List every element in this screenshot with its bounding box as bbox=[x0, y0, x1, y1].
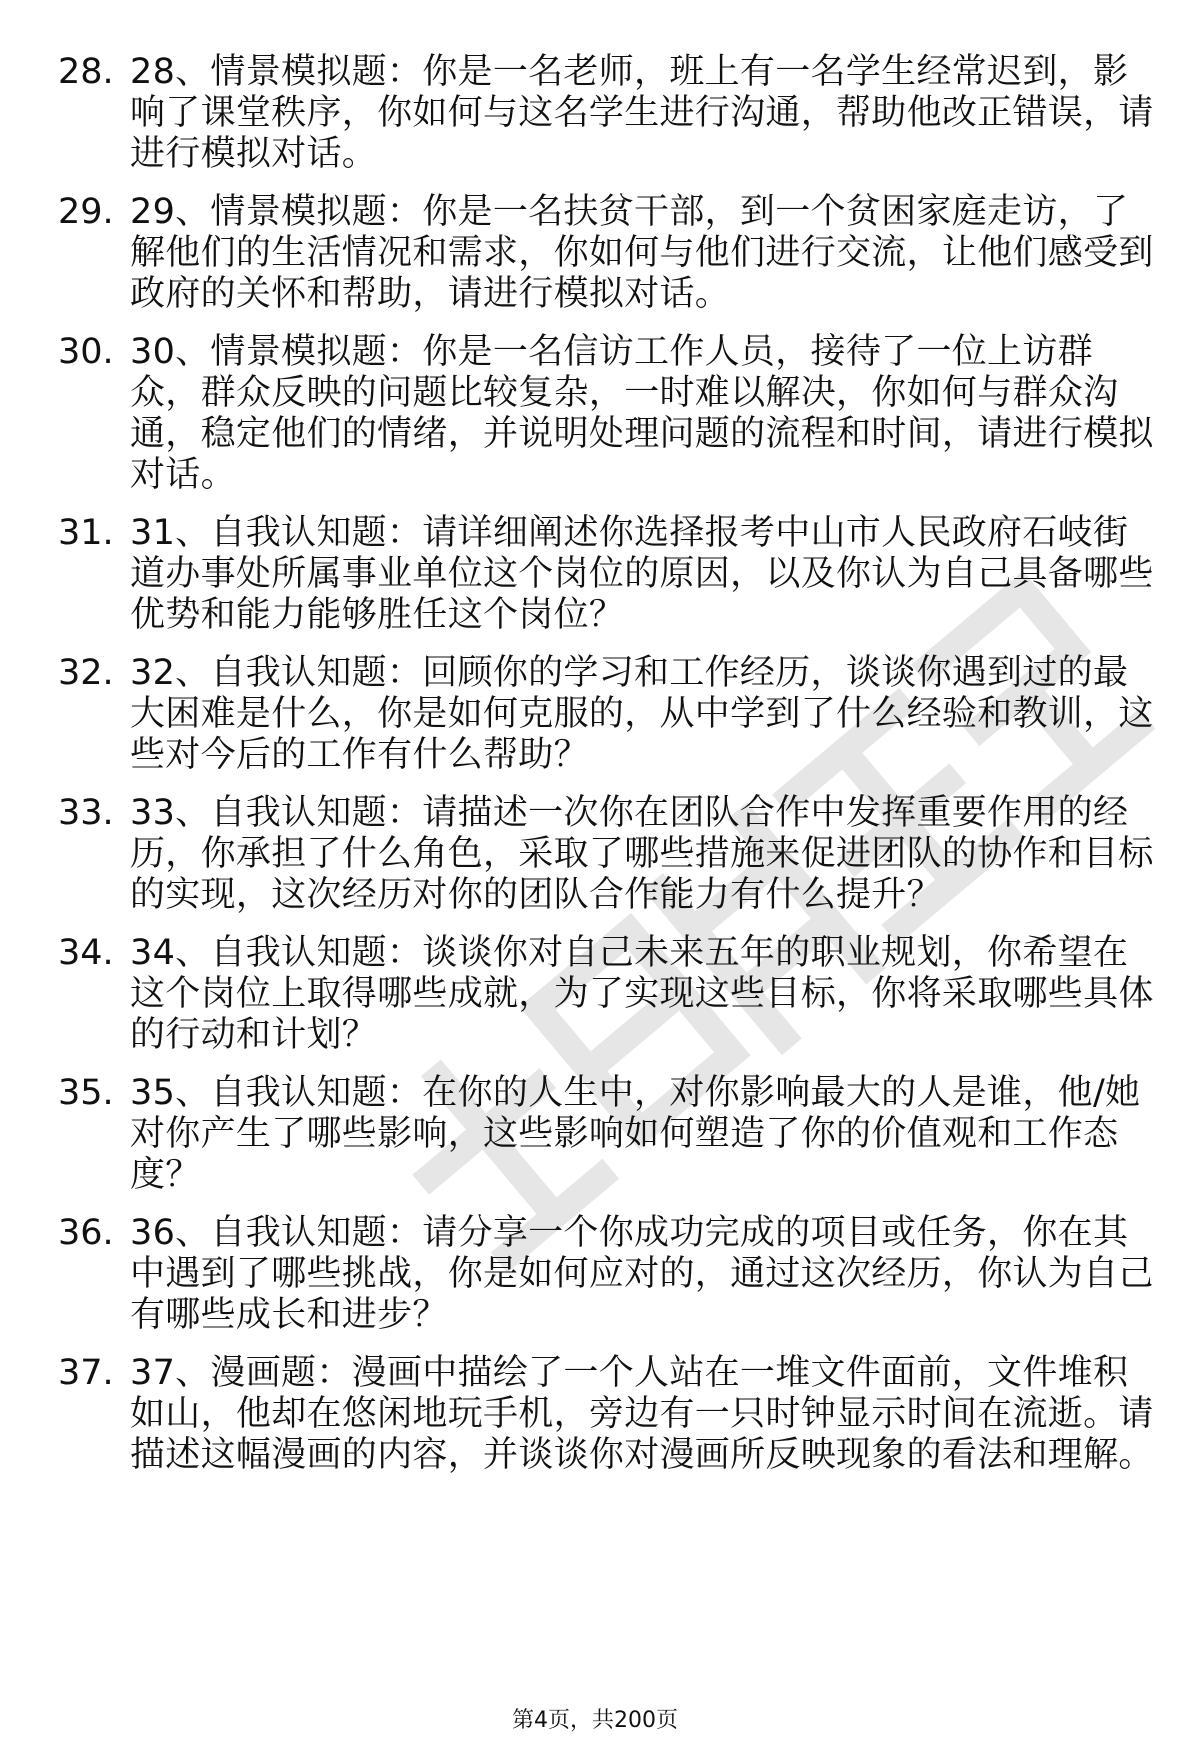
question-number: 33. bbox=[58, 793, 114, 833]
question-text: 29、情景模拟题：你是一名扶贫干部，到一个贫困家庭走访，了解他们的生活情况和需求，你如何与他们进行交流，让他们感受到政府的关怀和帮助，请进行模拟对话。 bbox=[130, 192, 1154, 314]
question-text: 35、自我认知题：在你的人生中，对你影响最大的人是谁，他/她对你产生了哪些影响，这些影响如何塑造了你的价值观和工作态度？ bbox=[130, 1073, 1141, 1195]
list-item bbox=[58, 332, 1158, 496]
question-number: 29. bbox=[58, 192, 114, 232]
list-item bbox=[58, 513, 1158, 636]
question-number: 31. bbox=[58, 513, 114, 553]
list-item bbox=[58, 793, 1158, 916]
question-number: 37. bbox=[58, 1353, 114, 1393]
page-footer: 第4页，共200页 bbox=[512, 1708, 678, 1733]
question-number: 32. bbox=[58, 653, 114, 693]
question-text: 28、情景模拟题：你是一名老师，班上有一名学生经常迟到，影响了课堂秩序，你如何与这名学生进行沟通，帮助他改正错误，请进行模拟对话。 bbox=[130, 52, 1154, 174]
question-text: 30、情景模拟题：你是一名信访工作人员，接待了一位上访群众，群众反映的问题比较复杂，一时难以解决，你如何与群众沟通，稳定他们的情绪，并说明处理问题的流程和时间，请进行模拟对话。 bbox=[130, 332, 1154, 495]
list-item bbox=[58, 653, 1158, 776]
list-item bbox=[58, 1353, 1158, 1476]
question-text: 32、自我认知题：回顾你的学习和工作经历，谈谈你遇到过的最大困难是什么，你是如何克服的，从中学到了什么经验和教训，这些对今后的工作有什么帮助？ bbox=[130, 653, 1154, 775]
question-number: 28. bbox=[58, 52, 114, 92]
list-item bbox=[58, 1073, 1158, 1196]
question-list bbox=[58, 52, 1158, 1493]
question-number: 36. bbox=[58, 1213, 114, 1253]
question-number: 35. bbox=[58, 1073, 114, 1113]
list-item bbox=[58, 52, 1158, 175]
question-text: 34、自我认知题：谈谈你对自己未来五年的职业规划，你希望在这个岗位上取得哪些成就，为了实现这些目标，你将采取哪些具体的行动和计划？ bbox=[130, 933, 1154, 1055]
question-text: 37、漫画题：漫画中描绘了一个人站在一堆文件面前，文件堆积如山，他却在悠闲地玩手机，旁边有一只时钟显示时间在流逝。请描述这幅漫画的内容，并谈谈你对漫画所反映现象的看法和理解。 bbox=[130, 1353, 1154, 1475]
list-item bbox=[58, 933, 1158, 1056]
question-number: 30. bbox=[58, 332, 114, 372]
question-number: 34. bbox=[58, 933, 114, 973]
question-text: 31、自我认知题：请详细阐述你选择报考中山市人民政府石岐街道办事处所属事业单位这个岗位的原因，以及你认为自己具备哪些优势和能力能够胜任这个岗位？ bbox=[130, 513, 1154, 635]
list-item bbox=[58, 192, 1158, 315]
question-text: 33、自我认知题：请描述一次你在团队合作中发挥重要作用的经历，你承担了什么角色，采取了哪些措施来促进团队的协作和目标的实现，这次经历对你的团队合作能力有什么提升？ bbox=[130, 793, 1154, 915]
question-text: 36、自我认知题：请分享一个你成功完成的项目或任务，你在其中遇到了哪些挑战，你是如何应对的，通过这次经历，你认为自己有哪些成长和进步？ bbox=[130, 1213, 1154, 1335]
list-item bbox=[58, 1213, 1158, 1336]
